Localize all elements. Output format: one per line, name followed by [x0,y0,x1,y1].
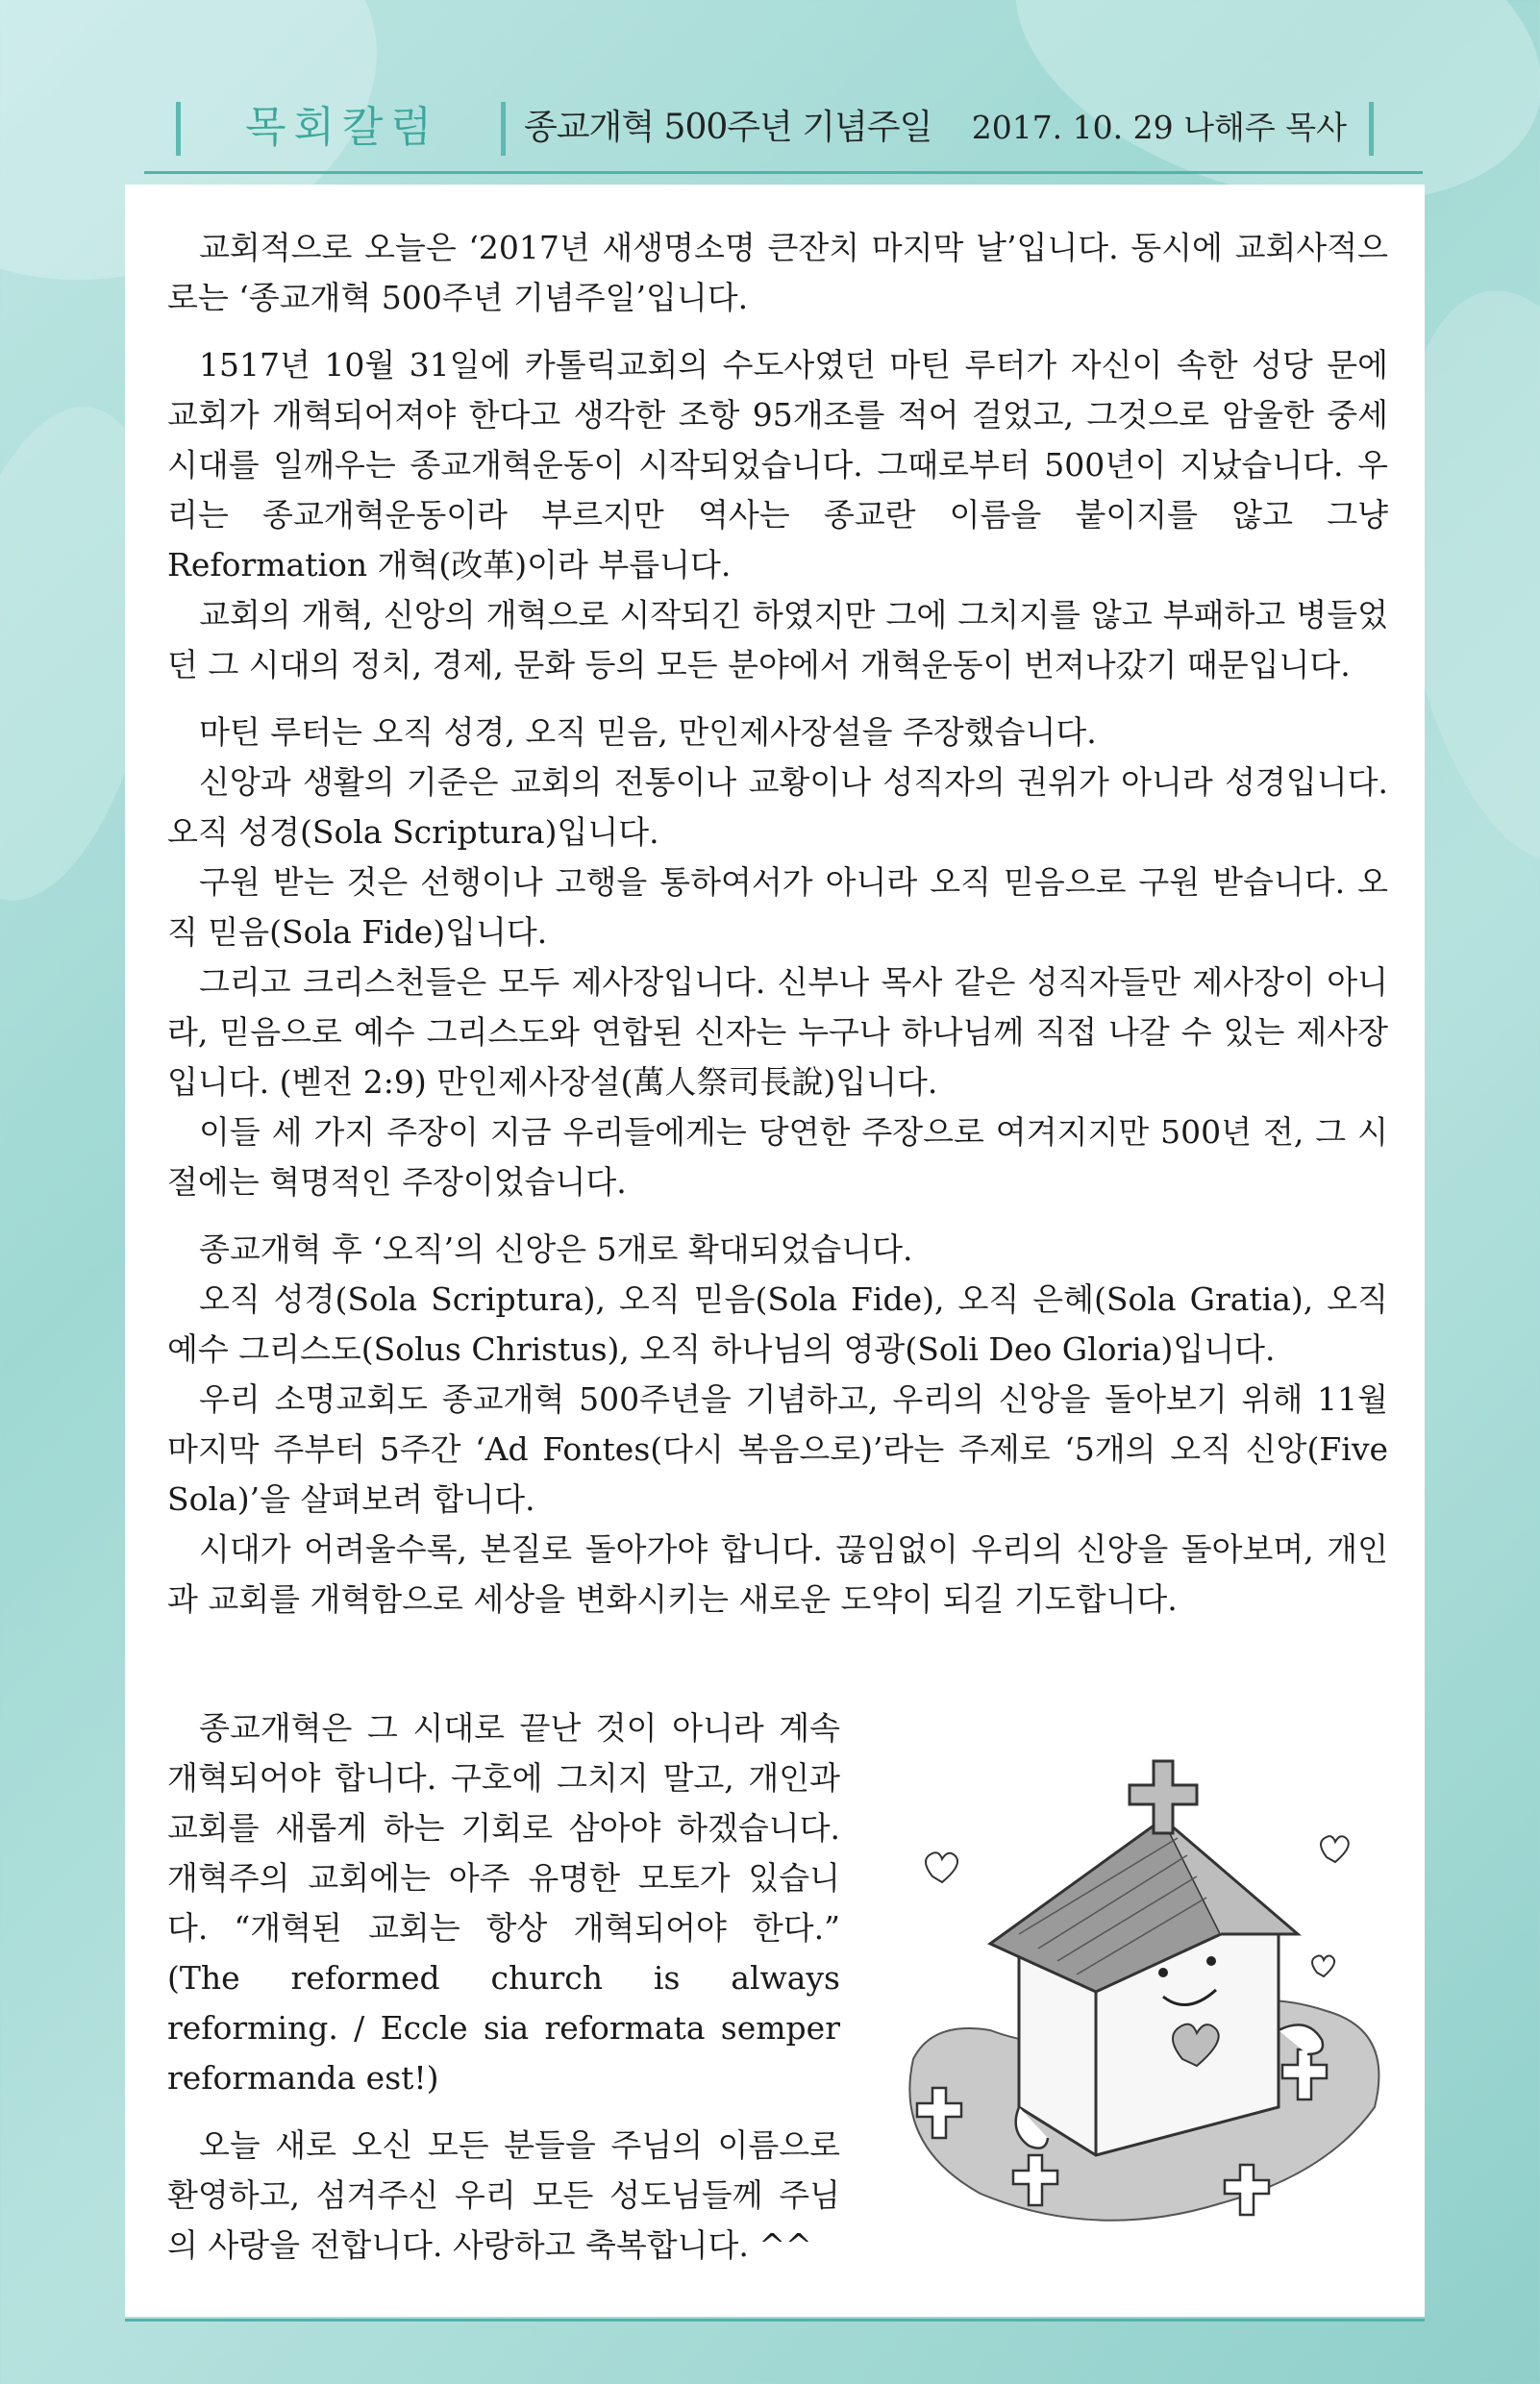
paragraph: 종교개혁 후 ‘오직’의 신앙은 5개로 확대되었습니다. [199,1230,913,1268]
header-divider [1369,102,1374,156]
paragraph: 우리 소명교회도 종교개혁 500주년을 기념하고, 우리의 신앙을 돌아보기 위해 11월 마지막 주부터 5주간 ‘Ad Fontes(다시 복음으로)’라는 주제로 ‘5개의 오직 신앙(Five Sola)’을 살펴보려 합니다. [167,1380,1388,1518]
paragraph: 신앙과 생활의 기준은 교회의 전통이나 교황이나 성직자의 권위가 아니라 성경입니다. 오직 성경(Sola Scriptura)입니다. [167,763,1388,851]
article-body [167,223,1388,1625]
column-title: 목회칼럼 [245,103,440,152]
paragraph: 1517년 10월 31일에 카톨릭교회의 수도사였던 마틴 루터가 자신이 속한 성당 문에 교회가 개혁되어져야 한다고 생각한 조항 95개조를 적어 걸었고, 그것으로 암울한 중세시대를 일깨우는 종교개혁운동이 시작되었습니다. 그때로부터 500년이 지났습니다. 우리는 종교개혁운동이라 부르지만 역사는 종교란 이름을 붙이지를 않고 그냥 Reformation 개혁(改革)이라 부릅니다. [167,346,1388,584]
header-rule [144,171,1423,174]
header-divider [501,102,506,156]
paragraph: 오직 성경(Sola Scriptura), 오직 믿음(Sola Fide), 오직 은혜(Sola Gratia), 오직 예수 그리스도(Solus Christus), 오직 하나님의 영광(Soli Deo Gloria)입니다. [167,1280,1388,1368]
paragraph: 오늘 새로 오신 모든 분들을 주님의 이름으로 환영하고, 섬겨주신 우리 모든 성도님들께 주님의 사랑을 전합니다. 사랑하고 축복합니다. ^^ [167,2126,840,2264]
closing-section [167,1703,840,2271]
paragraph: 종교개혁은 그 시대로 끝난 것이 아니라 계속 개혁되어야 합니다. 구호에 그치지 말고, 개인과 교회를 새롭게 하는 기회로 삼아야 하겠습니다. 개혁주의 교회에는 아주 유명한 모토가 있습니다. “개혁된 교회는 항상 개혁되어야 한다.” (The reformed church is always reforming. / Eccle sia reformata semper reformanda est!) [167,1709,840,2097]
paragraph: 이들 세 가지 주장이 지금 우리들에게는 당연한 주장으로 여겨지지만 500년 전, 그 시절에는 혁명적인 주장이었습니다. [167,1113,1388,1201]
church-house-illustration [875,1742,1413,2242]
paragraph: 교회의 개혁, 신앙의 개혁으로 시작되긴 하였지만 그에 그치지를 않고 부패하고 병들었던 그 시대의 정치, 경제, 문화 등의 모든 분야에서 개혁운동이 번져나갔기 때문입니다. [167,596,1388,683]
paragraph: 구원 받는 것은 선행이나 고행을 통하여서가 아니라 오직 믿음으로 구원 받습니다. 오직 믿음(Sola Fide)입니다. [167,863,1388,951]
paragraph: 마틴 루터는 오직 성경, 오직 믿음, 만인제사장설을 주장했습니다. [199,713,1097,751]
paragraph: 교회적으로 오늘은 ‘2017년 새생명소명 큰잔치 마지막 날’입니다. 동시에 교회사적으로는 ‘종교개혁 500주년 기념주일’입니다. [167,229,1388,316]
date-author: 2017. 10. 29 나해주 목사 [971,109,1347,146]
column-subject: 종교개혁 500주년 기념주일 [524,108,932,147]
article-panel [125,185,1425,2317]
panel-bottom-rule [125,2319,1425,2322]
header-divider [176,102,181,156]
paragraph: 그리고 크리스천들은 모두 제사장입니다. 신부나 목사 같은 성직자들만 제사장이 아니라, 믿음으로 예수 그리스도와 연합된 신자는 누구나 하나님께 직접 나갈 수 있는 제사장입니다. (벧전 2:9) 만인제사장설(萬人祭司長說)입니다. [167,963,1388,1101]
column-header [168,98,1381,165]
paragraph: 시대가 어려울수록, 본질로 돌아가야 합니다. 끊임없이 우리의 신앙을 돌아보며, 개인과 교회를 개혁함으로 세상을 변화시키는 새로운 도약이 되길 기도합니다. [167,1530,1388,1618]
